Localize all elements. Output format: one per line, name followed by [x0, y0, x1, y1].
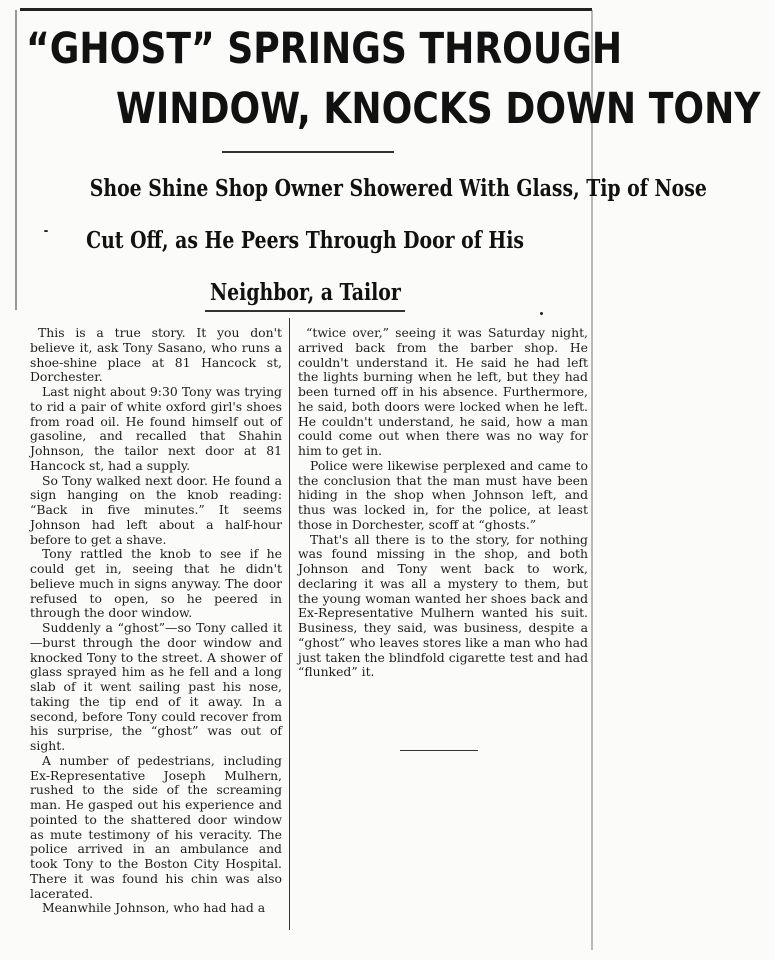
article-end-rule — [400, 750, 478, 751]
print-speck — [44, 230, 48, 232]
paragraph: Meanwhile Johnson, who had had a — [42, 900, 266, 916]
paragraph: A number of pedestrians, including Ex-Representative Joseph Mulhern, rushed to the side of the screaming man. He gasped out his experience and pointed to the shattered door window as mute testimony of his veracity. The police arrived in an ambulance and took Tony to the Boston City Hospital. There it was found his chin was also lacerated. — [30, 752, 282, 901]
column-divider — [289, 318, 290, 930]
subheadline-divider — [205, 310, 405, 312]
left-column — [30, 326, 282, 916]
clipping-left-edge — [15, 10, 17, 310]
top-rule — [20, 8, 592, 11]
paragraph: So Tony walked next door. He found a sign hanging on the knob reading: “Back in five minutes.” It seems Johnson had left about a half-hour before to get a shave. — [30, 472, 282, 547]
print-speck — [540, 312, 543, 315]
paragraph: Suddenly a “ghost”—so Tony called it—burst through the door window and knocked Tony to the street. A shower of glass sprayed him as he fell and a long slab of it went sailing past his nose, taking the tip end of it away. In a second, before Tony could recover from his surprise, the “ghost” was out of sight. — [30, 620, 282, 753]
paragraph: This is a true story. It you don't believe it, ask Tony Sasano, who runs a shoe-shine place at 81 Hancock st, Dorchester. — [30, 325, 282, 385]
paragraph: That's all there is to the story, for nothing was found missing in the shop, and both Johnson and Tony went back to work, declaring it was all a mystery to them, but the young woman wanted her shoes back and Ex-Representative Mulhern wanted his suit. Business, they said, was business, despite a “ghost” who leaves stores like a man who had just taken the blindfold cigarette test and had “flunked” it. — [298, 531, 588, 680]
headline-line-2: WINDOW, KNOCKS DOWN TONY — [116, 84, 761, 134]
subheadline-line-3: Neighbor, a Tailor — [209, 279, 401, 306]
headline-divider — [222, 151, 394, 153]
subheadline — [22, 163, 707, 319]
headline-line-1: “GHOST” SPRINGS THROUGH — [26, 24, 623, 74]
subheadline-line-2: Cut Off, as He Peers Through Door of His — [86, 227, 524, 254]
paragraph: Last night about 9:30 Tony was trying to rid a pair of white oxford girl's shoes from road oil. He found himself out of gasoline, and recalled that Shahin Johnson, the tailor next door at 81 Hancock st, had a supply. — [30, 384, 282, 473]
clipping-right-edge — [591, 10, 593, 950]
right-column — [298, 326, 588, 680]
subheadline-line-1: Shoe Shine Shop Owner Showered With Glass, Tip of Nose — [89, 175, 707, 202]
paragraph: “twice over,” seeing it was Saturday night, arrived back from the barber shop. He couldn't understand it. He said he had left the lights burning when he left, but they had been turned off in his absence. Furthermore, he said, both doors were locked when he left. He couldn't understand, he said, how a man could come out when there was no way for him to get in. — [298, 325, 588, 458]
paragraph: Tony rattled the knob to see if he could get in, seeing that he didn't believe much in signs anyway. The door refused to open, so he peered in through the door window. — [30, 546, 282, 621]
paragraph: Police were likewise perplexed and came to the conclusion that the man must have been hiding in the shop when Johnson left, and thus was locked in, for the police, at least those in Dorchester, scoff at “ghosts.” — [298, 457, 588, 532]
